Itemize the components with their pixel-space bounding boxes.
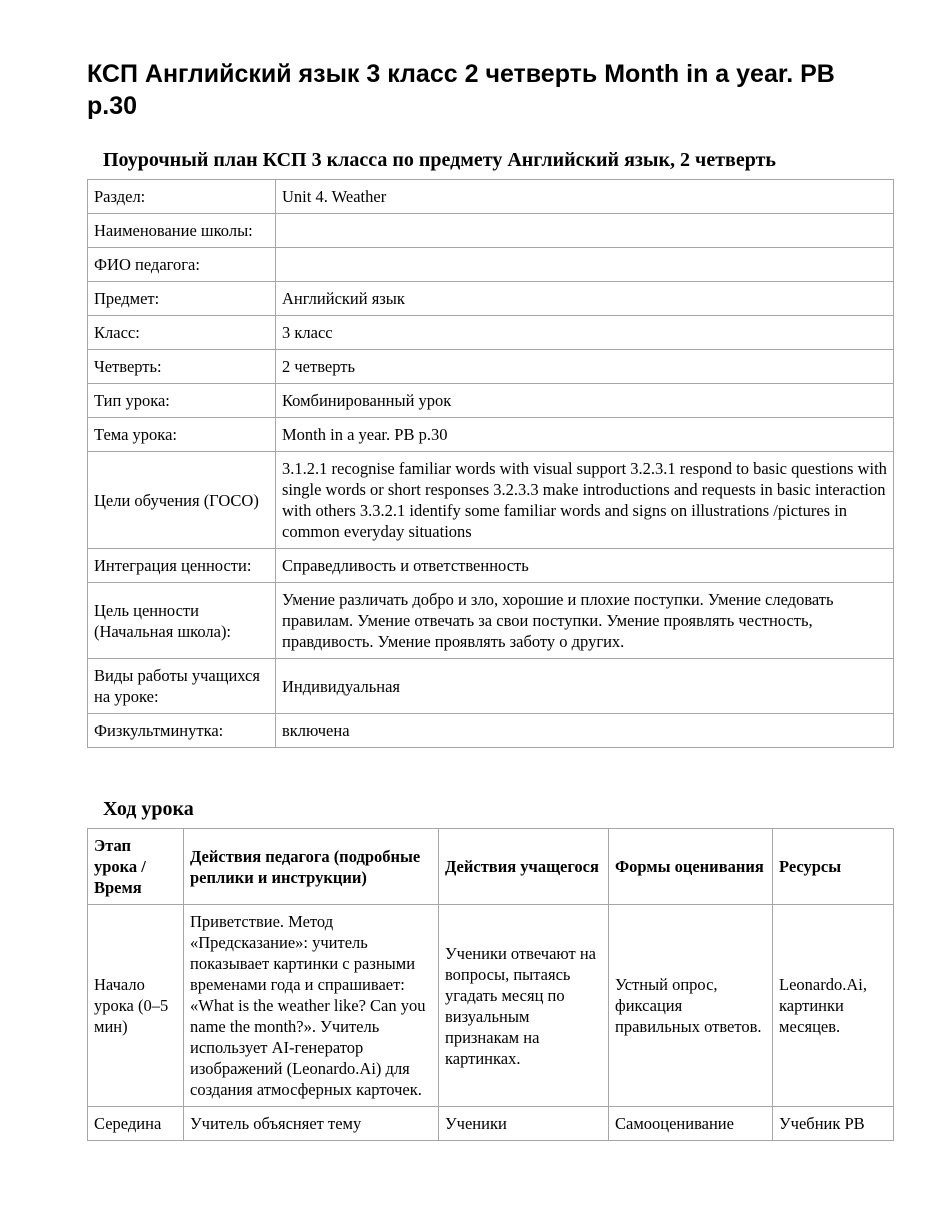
row-value: 3 класс — [276, 316, 894, 350]
cell-student-actions: Ученики отвечают на вопросы, пытаясь угадать месяц по визуальным признакам на картинках. — [439, 905, 609, 1107]
table-row — [88, 248, 894, 282]
cell-stage: Начало урока (0–5 мин) — [88, 905, 184, 1107]
column-header-assessment: Формы оценивания — [609, 829, 773, 905]
column-header-resources: Ресурсы — [773, 829, 894, 905]
cell-assessment: Устный опрос, фиксация правильных ответов. — [609, 905, 773, 1107]
column-header-stage: Этап урока / Время — [88, 829, 184, 905]
row-value: Unit 4. Weather — [276, 180, 894, 214]
row-label: Предмет: — [88, 282, 276, 316]
table-row — [88, 214, 894, 248]
cell-resources: Leonardo.Ai, картинки месяцев. — [773, 905, 894, 1107]
cell-teacher-actions: Учитель объясняет тему — [184, 1107, 439, 1141]
row-label: Раздел: — [88, 180, 276, 214]
table-row — [88, 452, 894, 549]
cell-assessment: Самооценивание — [609, 1107, 773, 1141]
row-label: ФИО педагога: — [88, 248, 276, 282]
row-label: Интеграция ценности: — [88, 549, 276, 583]
page-title: КСП Английский язык 3 класс 2 четверть Month in a year. PB p.30 — [87, 60, 835, 120]
row-label: Наименование школы: — [88, 214, 276, 248]
table-row — [88, 714, 894, 748]
table-row — [88, 316, 894, 350]
table-header-row — [88, 829, 894, 905]
row-value — [276, 214, 894, 248]
plan-table — [87, 179, 894, 748]
row-value: Английский язык — [276, 282, 894, 316]
row-label: Тема урока: — [88, 418, 276, 452]
table-row — [88, 659, 894, 714]
row-value — [276, 248, 894, 282]
column-header-teacher-actions: Действия педагога (подробные реплики и инструкции) — [184, 829, 439, 905]
row-label: Цель ценности (Начальная школа): — [88, 583, 276, 659]
row-value: Умение различать добро и зло, хорошие и плохие поступки. Умение следовать правилам. Умение отвечать за свои поступки. Умение проявлять честность, правдивость. Умение проявлять заботу о других. — [276, 583, 894, 659]
row-value: Month in a year. PB p.30 — [276, 418, 894, 452]
row-label: Тип урока: — [88, 384, 276, 418]
cell-student-actions: Ученики — [439, 1107, 609, 1141]
cell-resources: Учебник PB — [773, 1107, 894, 1141]
cell-stage: Середина — [88, 1107, 184, 1141]
row-label: Четверть: — [88, 350, 276, 384]
column-header-student-actions: Действия учащегося — [439, 829, 609, 905]
row-label: Цели обучения (ГОСО) — [88, 452, 276, 549]
table-row — [88, 549, 894, 583]
row-value: Индивидуальная — [276, 659, 894, 714]
row-value: 3.1.2.1 recognise familiar words with visual support 3.2.3.1 respond to basic questions with single words or short responses 3.2.3.3 make introductions and requests in basic interaction with others 3.3.2.1 identify some familiar words and signs on illustrations /pictures in common everyday situations — [276, 452, 894, 549]
table-row — [88, 583, 894, 659]
lesson-table — [87, 828, 894, 1141]
cell-teacher-actions: Приветствие. Метод «Предсказание»: учитель показывает картинки с разными временами года и спрашивает: «What is the weather like? Can you name the month?». Учитель использует AI-генератор изображений (Leonardo.Ai) для создания атмосферных карточек. — [184, 905, 439, 1107]
plan-heading: Поурочный план КСП 3 класса по предмету Английский язык, 2 четверть — [103, 149, 776, 171]
lesson-heading: Ход урока — [103, 798, 194, 820]
row-value: включена — [276, 714, 894, 748]
row-label: Физкультминутка: — [88, 714, 276, 748]
row-label: Виды работы учащихся на уроке: — [88, 659, 276, 714]
table-row — [88, 905, 894, 1107]
table-row — [88, 418, 894, 452]
row-label: Класс: — [88, 316, 276, 350]
row-value: 2 четверть — [276, 350, 894, 384]
table-row — [88, 384, 894, 418]
table-row — [88, 1107, 894, 1141]
table-row — [88, 282, 894, 316]
row-value: Комбинированный урок — [276, 384, 894, 418]
table-row — [88, 350, 894, 384]
table-row — [88, 180, 894, 214]
row-value: Справедливость и ответственность — [276, 549, 894, 583]
